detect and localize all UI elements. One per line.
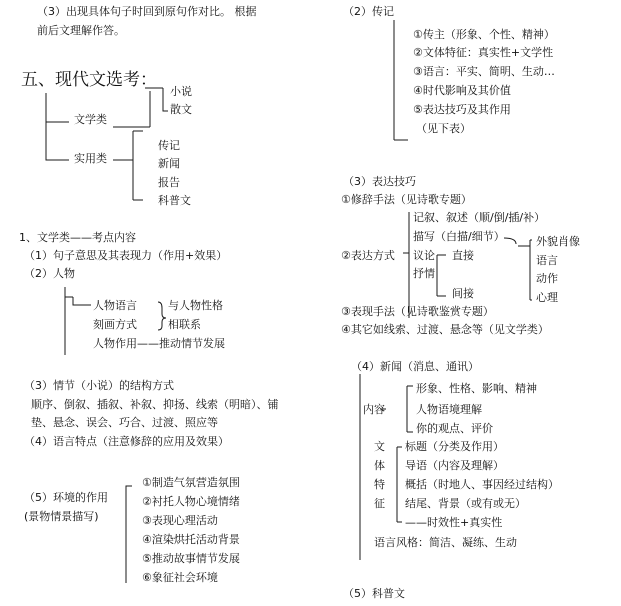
news-style: 语言风格：简洁、凝练、生动 xyxy=(374,536,517,549)
news-content-item-2: 人物语境理解 xyxy=(416,403,482,416)
environment-item-5: ⑤推动故事情节发展 xyxy=(142,552,240,565)
science-title: （5）科普文 xyxy=(343,587,405,600)
character-language: 人物语言 xyxy=(93,299,137,312)
practical-item-science: 科普文 xyxy=(158,194,191,207)
environment-item-1: ①制造气氛营造氛围 xyxy=(142,476,240,489)
literary-heading: 1、文学类——考点内容 xyxy=(19,231,136,244)
point-2-title: （2）人物 xyxy=(24,267,75,280)
point-4: （4）语言特点（注意修辞的应用及效果） xyxy=(24,435,229,448)
character-portrait: 刻画方式 xyxy=(93,318,137,331)
biography-item-1: ①传主（形象、个性、精神） xyxy=(413,28,555,41)
point-3-title: （3）情节（小说）的结构方式 xyxy=(24,379,174,392)
describe-item-action: 动作 xyxy=(536,272,558,285)
point-5-subtitle: (景物情景描写) xyxy=(24,510,99,523)
character-role: 人物作用——推动情节发展 xyxy=(93,337,225,350)
biography-title: （2）传记 xyxy=(343,5,394,18)
biography-item-3: ③语言：平实、简明、生动… xyxy=(413,65,555,78)
literary-item-novel: 小说 xyxy=(170,85,192,98)
biography-item-4: ④时代影响及其价值 xyxy=(413,84,511,97)
news-title: （4）新闻（消息、通讯） xyxy=(351,360,479,373)
news-content-label: 内容 xyxy=(363,403,385,416)
biography-item-2: ②文体特征：真实性+文学性 xyxy=(413,46,554,59)
news-feature-item-4: 结尾、背景（或有或无） xyxy=(405,497,526,510)
technique-lyric: 抒情 xyxy=(413,267,435,280)
feature-char-3: 特 xyxy=(374,478,385,491)
environment-item-2: ②衬托人物心境情绪 xyxy=(142,495,240,508)
technique-describe: 描写（白描/细节） xyxy=(413,230,505,243)
news-content-item-1: 形象、性格、影响、精神 xyxy=(416,382,537,395)
literary-label: 文学类 xyxy=(74,113,107,126)
intro-line-2: 前后文理解作答。 xyxy=(37,24,125,37)
section-5-title: 五、现代文选考： xyxy=(21,70,157,90)
describe-item-language: 语言 xyxy=(536,254,558,267)
character-relation-2: 相联系 xyxy=(168,318,201,331)
biography-note: （见下表） xyxy=(416,122,471,135)
technique-narrate: 记叙、叙述（顺/倒/插/补） xyxy=(413,211,546,224)
practical-label: 实用类 xyxy=(74,152,107,165)
lyric-indirect: 间接 xyxy=(452,287,474,300)
news-content-item-3: 你的观点、评价 xyxy=(416,422,493,435)
feature-char-2: 体 xyxy=(374,459,385,472)
news-feature-item-3: 概括（时地人、事因经过结构） xyxy=(405,478,559,491)
news-feature-item-1: 标题（分类及作用） xyxy=(405,440,504,453)
technique-method: ③表现手法（见诗歌鉴赏专题） xyxy=(341,305,494,318)
point-3-line-1: 顺序、倒叙、插叙、补叙、抑扬、线索（明暗）、铺 xyxy=(31,398,279,411)
feature-char-4: 征 xyxy=(374,497,385,510)
technique-title: （3）表达技巧 xyxy=(343,175,416,188)
character-relation-1: 与人物性格 xyxy=(168,299,223,312)
biography-item-5: ⑤表达技巧及其作用 xyxy=(413,103,511,116)
practical-item-report: 报告 xyxy=(158,176,180,189)
describe-item-psychology: 心理 xyxy=(536,291,558,304)
environment-item-3: ③表现心理活动 xyxy=(142,514,218,527)
technique-argue: 议论 xyxy=(413,249,435,262)
news-feature-item-5: ——时效性+真实性 xyxy=(405,516,503,529)
technique-rhetoric: ①修辞手法（见诗歌专题） xyxy=(341,193,472,206)
feature-char-1: 文 xyxy=(374,440,385,453)
practical-item-news: 新闻 xyxy=(158,157,180,170)
news-feature-item-2: 导语（内容及理解） xyxy=(405,459,504,472)
point-3-line-2: 垫、悬念、误会、巧合、过渡、照应等 xyxy=(31,416,218,429)
technique-expression-label: ②表达方式 xyxy=(341,249,395,262)
intro-line-1: （3）出现具体句子时回到原句作对比。 根据 xyxy=(37,5,257,18)
literary-item-essay: 散文 xyxy=(170,103,192,116)
environment-item-6: ⑥象征社会环境 xyxy=(142,571,218,584)
point-5-title: （5）环境的作用 xyxy=(24,491,108,504)
lyric-direct: 直接 xyxy=(452,249,474,262)
point-1: （1）句子意思及其表现力（作用+效果） xyxy=(24,249,228,262)
environment-item-4: ④渲染烘托活动背景 xyxy=(142,533,240,546)
practical-item-biography: 传记 xyxy=(158,139,180,152)
technique-other: ④其它如线索、过渡、悬念等（见文学类） xyxy=(341,323,549,336)
describe-item-appearance: 外貌肖像 xyxy=(536,235,580,248)
